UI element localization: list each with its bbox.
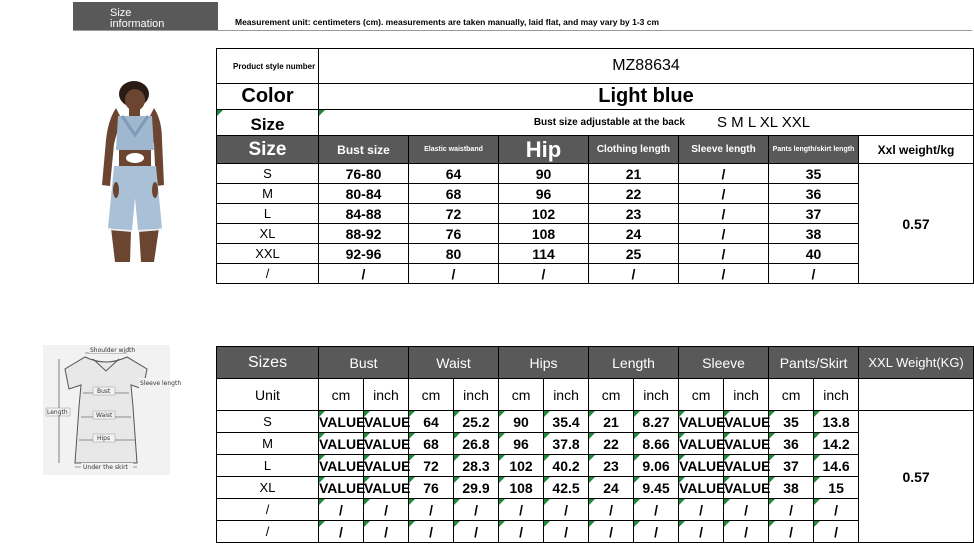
t2-value-cell: 90 xyxy=(499,411,544,433)
t2-value-cell: 13.8 xyxy=(814,411,859,433)
t1-value-cell: 88-92 xyxy=(319,224,409,244)
t1-size-cell: / xyxy=(217,264,319,284)
t1-value-cell: 80 xyxy=(409,244,499,264)
t2-unit-row xyxy=(217,379,974,411)
t2-value-cell: / xyxy=(499,499,544,521)
t2-unit: inch xyxy=(634,379,679,411)
sketch-label-waist: Waist xyxy=(96,412,113,419)
t1-header-bust: Bust size xyxy=(319,136,409,164)
t2-header-sizes: Sizes xyxy=(217,347,319,379)
t2-value-cell: 26.8 xyxy=(454,433,499,455)
t2-unit: inch xyxy=(544,379,589,411)
t2-header-weight: XXL Weight(KG) xyxy=(859,347,974,379)
t1-value-cell: 38 xyxy=(769,224,859,244)
t2-header-hips: Hips xyxy=(499,347,589,379)
t2-value-cell: / xyxy=(409,521,454,543)
t2-size-cell: XL xyxy=(217,477,319,499)
t2-value-cell: / xyxy=(364,521,409,543)
t2-value-cell: 15 xyxy=(814,477,859,499)
t1-value-cell: 35 xyxy=(769,164,859,184)
sketch-label-shoulder: Shoulder width xyxy=(90,347,136,354)
product-style-value: MZ88634 xyxy=(319,49,974,84)
t2-size-cell: M xyxy=(217,433,319,455)
t1-header-weight: Xxl weight/kg xyxy=(859,136,974,164)
t1-value-cell: 25 xyxy=(589,244,679,264)
t2-value-cell: VALUE xyxy=(364,455,409,477)
t2-unit: inch xyxy=(454,379,499,411)
t1-header-size: Size xyxy=(217,136,319,164)
size-information-tab xyxy=(73,2,218,30)
t2-unit: cm xyxy=(319,379,364,411)
t1-value-cell: / xyxy=(679,164,769,184)
t2-header-waist: Waist xyxy=(409,347,499,379)
t2-unit: inch xyxy=(364,379,409,411)
t1-value-cell: 23 xyxy=(589,204,679,224)
table2-row xyxy=(217,411,974,433)
t2-value-cell: 14.6 xyxy=(814,455,859,477)
t2-value-cell: 29.9 xyxy=(454,477,499,499)
t2-value-cell: VALUE xyxy=(679,433,724,455)
t2-value-cell: / xyxy=(544,499,589,521)
t1-value-cell: / xyxy=(769,264,859,284)
t1-value-cell: / xyxy=(499,264,589,284)
t2-value-cell: / xyxy=(454,521,499,543)
t1-header-pants: Pants length/skirt length xyxy=(769,136,859,164)
t2-value-cell: 14.2 xyxy=(814,433,859,455)
t1-value-cell: / xyxy=(679,264,769,284)
t2-value-cell: VALUE xyxy=(724,455,769,477)
measurement-note: Measurement unit: centimeters (cm). measurements are taken manually, laid flat, and may vary by 1-3 cm xyxy=(235,17,660,27)
t2-value-cell: 9.45 xyxy=(634,477,679,499)
t2-value-cell: / xyxy=(364,499,409,521)
t1-value-cell: 102 xyxy=(499,204,589,224)
size-list: S M L XL XXL xyxy=(717,114,811,131)
t1-value-cell: 76-80 xyxy=(319,164,409,184)
t2-size-cell: S xyxy=(217,411,319,433)
t2-value-cell: / xyxy=(814,499,859,521)
t1-value-cell: / xyxy=(679,204,769,224)
t2-value-cell: 35.4 xyxy=(544,411,589,433)
t2-unit: cm xyxy=(409,379,454,411)
size-table-2 xyxy=(216,346,974,543)
t1-value-cell: 72 xyxy=(409,204,499,224)
t2-value-cell: / xyxy=(454,499,499,521)
t2-value-cell: VALUE xyxy=(679,411,724,433)
sketch-label-bust: Bust xyxy=(97,388,111,395)
t1-value-cell: 114 xyxy=(499,244,589,264)
t1-size-cell: S xyxy=(217,164,319,184)
t2-value-cell: 40.2 xyxy=(544,455,589,477)
tab-line-1: Size xyxy=(110,7,132,19)
t2-value-cell: VALUE xyxy=(319,455,364,477)
t2-size-cell: / xyxy=(217,499,319,521)
t2-unit: inch xyxy=(724,379,769,411)
t2-value-cell: VALUE xyxy=(364,433,409,455)
t2-value-cell: 102 xyxy=(499,455,544,477)
t2-value-cell: 108 xyxy=(499,477,544,499)
t2-unit: inch xyxy=(814,379,859,411)
t2-value-cell: 36 xyxy=(769,433,814,455)
t1-value-cell: 92-96 xyxy=(319,244,409,264)
t2-value-cell: / xyxy=(634,499,679,521)
t2-value-cell: 8.27 xyxy=(634,411,679,433)
t2-value-cell: 24 xyxy=(589,477,634,499)
t2-value-cell: VALUE xyxy=(319,477,364,499)
t1-header-length: Clothing length xyxy=(589,136,679,164)
t2-value-cell: VALUE xyxy=(319,411,364,433)
sketch-label-sleeve: Sleeve length xyxy=(140,380,182,387)
color-value: Light blue xyxy=(319,84,974,110)
t2-unit: cm xyxy=(589,379,634,411)
t1-value-cell: / xyxy=(679,244,769,264)
t2-value-cell: / xyxy=(769,499,814,521)
t2-size-cell: / xyxy=(217,521,319,543)
t2-value-cell: / xyxy=(634,521,679,543)
t2-unit-label: Unit xyxy=(217,379,319,411)
t2-value-cell: 76 xyxy=(409,477,454,499)
sketch-label-length: Length xyxy=(47,409,68,416)
t1-header-waist: Elastic waistband xyxy=(409,136,499,164)
sketch-label-under: Under the skirt xyxy=(83,464,128,471)
t2-value-cell: 38 xyxy=(769,477,814,499)
t2-value-cell: / xyxy=(589,521,634,543)
header-divider xyxy=(73,30,972,31)
t2-value-cell: 64 xyxy=(409,411,454,433)
t2-value-cell: / xyxy=(589,499,634,521)
t2-value-cell: 72 xyxy=(409,455,454,477)
t1-value-cell: 36 xyxy=(769,184,859,204)
t2-value-cell: 37 xyxy=(769,455,814,477)
table2-header-row xyxy=(217,347,974,379)
sketch-label-hips: Hips xyxy=(97,435,111,442)
t2-value-cell: / xyxy=(679,521,724,543)
t1-value-cell: 22 xyxy=(589,184,679,204)
t2-value-cell: VALUE xyxy=(364,411,409,433)
t1-size-cell: XXL xyxy=(217,244,319,264)
t2-value-cell: / xyxy=(499,521,544,543)
t1-value-cell: 37 xyxy=(769,204,859,224)
model-photo xyxy=(88,80,183,265)
t1-value-cell: 90 xyxy=(499,164,589,184)
t2-value-cell: 68 xyxy=(409,433,454,455)
t1-value-cell: 76 xyxy=(409,224,499,244)
t1-size-cell: XL xyxy=(217,224,319,244)
t2-header-bust: Bust xyxy=(319,347,409,379)
t2-value-cell: 8.66 xyxy=(634,433,679,455)
t2-value-cell: VALUE xyxy=(724,411,769,433)
t2-value-cell: / xyxy=(769,521,814,543)
t1-weight-value: 0.57 xyxy=(859,164,974,284)
t1-value-cell: / xyxy=(589,264,679,284)
t2-value-cell: / xyxy=(319,521,364,543)
t1-value-cell: 84-88 xyxy=(319,204,409,224)
size-label: Size xyxy=(217,110,319,136)
t1-value-cell: / xyxy=(409,264,499,284)
t2-value-cell: 22 xyxy=(589,433,634,455)
t2-unit: cm xyxy=(499,379,544,411)
t2-value-cell: 21 xyxy=(589,411,634,433)
t1-header-hip: Hip xyxy=(499,136,589,164)
t2-size-cell: L xyxy=(217,455,319,477)
table1-row xyxy=(217,164,974,184)
t1-value-cell: 108 xyxy=(499,224,589,244)
t2-header-length: Length xyxy=(589,347,679,379)
t2-header-pants: Pants/Skirt xyxy=(769,347,859,379)
color-label: Color xyxy=(217,84,319,110)
t1-value-cell: 68 xyxy=(409,184,499,204)
t2-value-cell: VALUE xyxy=(364,477,409,499)
t2-value-cell: 28.3 xyxy=(454,455,499,477)
bust-adjust-note: Bust size adjustable at the back xyxy=(533,117,685,128)
t1-value-cell: 24 xyxy=(589,224,679,244)
t2-value-cell: 23 xyxy=(589,455,634,477)
t1-value-cell: 80-84 xyxy=(319,184,409,204)
t2-unit-weight-blank xyxy=(859,379,974,411)
table1-header-row xyxy=(217,136,974,164)
t1-value-cell: / xyxy=(679,184,769,204)
t1-size-cell: L xyxy=(217,204,319,224)
t2-value-cell: / xyxy=(544,521,589,543)
t2-unit: cm xyxy=(769,379,814,411)
t1-value-cell: 21 xyxy=(589,164,679,184)
t2-value-cell: VALUE xyxy=(679,455,724,477)
measurement-sketch xyxy=(43,345,182,475)
tab-line-2: information xyxy=(110,18,165,30)
t2-value-cell: VALUE xyxy=(679,477,724,499)
t2-value-cell: 25.2 xyxy=(454,411,499,433)
t2-value-cell: VALUE xyxy=(724,477,769,499)
t2-value-cell: / xyxy=(814,521,859,543)
size-detail-cell xyxy=(319,110,974,136)
t1-header-sleeve: Sleeve length xyxy=(679,136,769,164)
t1-value-cell: 96 xyxy=(499,184,589,204)
t2-value-cell: / xyxy=(724,499,769,521)
t2-value-cell: / xyxy=(724,521,769,543)
product-style-label: Product style number xyxy=(217,49,319,84)
t2-value-cell: 35 xyxy=(769,411,814,433)
t2-value-cell: 9.06 xyxy=(634,455,679,477)
t1-value-cell: / xyxy=(679,224,769,244)
t1-size-cell: M xyxy=(217,184,319,204)
t2-value-cell: 42.5 xyxy=(544,477,589,499)
t1-value-cell: / xyxy=(319,264,409,284)
size-table-1 xyxy=(216,48,974,284)
t2-header-sleeve: Sleeve xyxy=(679,347,769,379)
t2-value-cell: / xyxy=(319,499,364,521)
t1-value-cell: 40 xyxy=(769,244,859,264)
t2-value-cell: / xyxy=(679,499,724,521)
t2-weight-value: 0.57 xyxy=(859,411,974,543)
t2-value-cell: VALUE xyxy=(319,433,364,455)
t2-value-cell: 37.8 xyxy=(544,433,589,455)
t2-value-cell: / xyxy=(409,499,454,521)
t1-value-cell: 64 xyxy=(409,164,499,184)
t2-value-cell: 96 xyxy=(499,433,544,455)
t2-unit: cm xyxy=(679,379,724,411)
t2-value-cell: VALUE xyxy=(724,433,769,455)
